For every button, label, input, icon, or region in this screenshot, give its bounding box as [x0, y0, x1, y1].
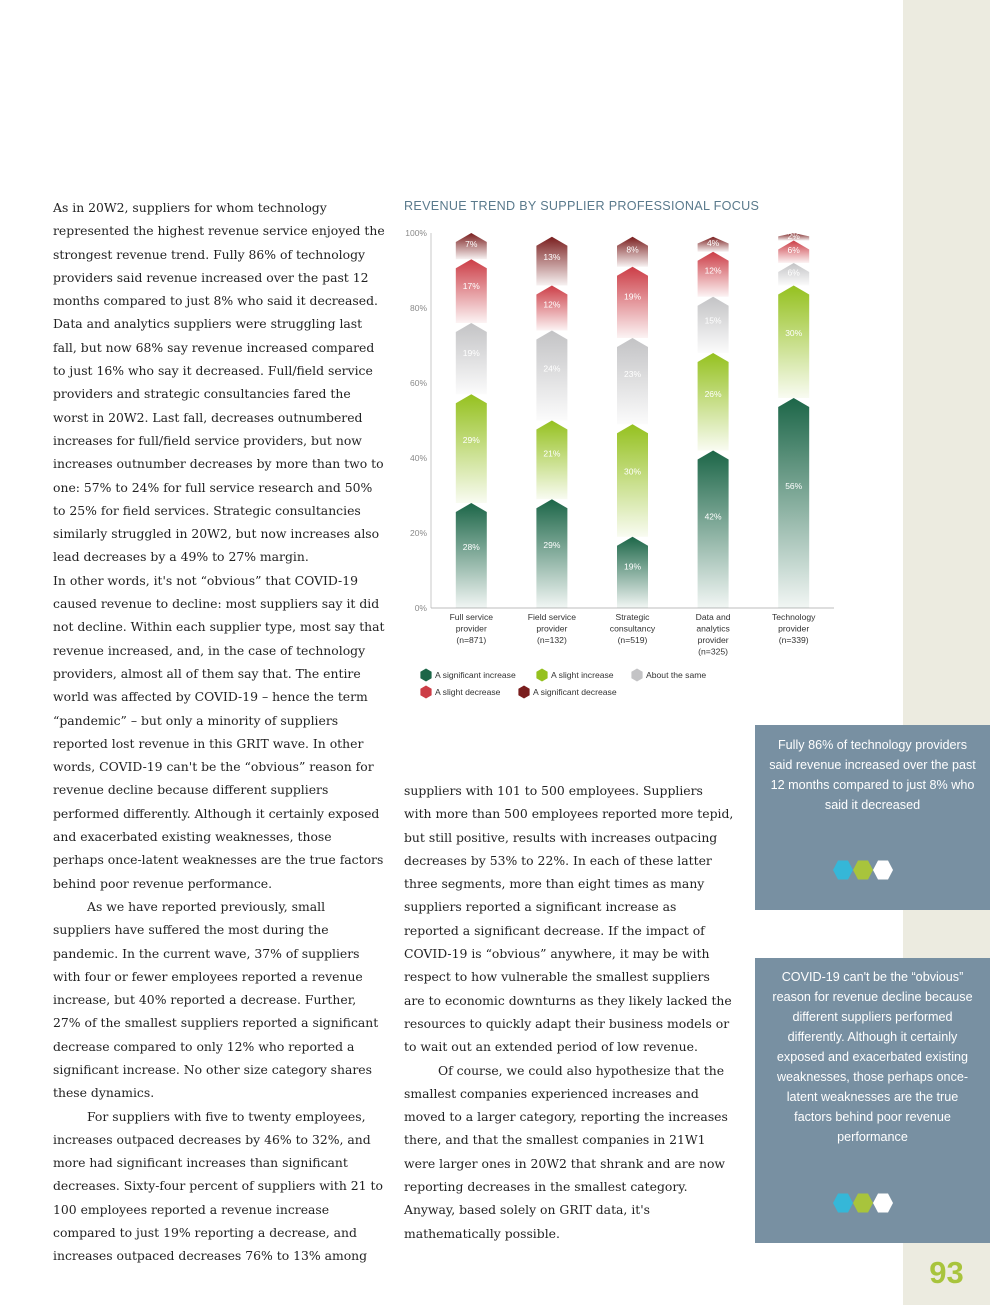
- legend-label: A slight decrease: [435, 687, 501, 697]
- bar-segment: [698, 451, 729, 609]
- article-mid-column: [404, 779, 734, 1245]
- bar-segment: [778, 286, 809, 399]
- bar-segment: [456, 503, 487, 608]
- page-number: 93: [929, 1255, 964, 1290]
- data-label: 29%: [462, 434, 480, 445]
- bar-segment: [456, 394, 487, 503]
- callout-text: Fully 86% of technology providers said revenue increased over the past 12 months compared to just 8% who said it decreased: [769, 738, 976, 812]
- data-label: 26%: [704, 388, 722, 399]
- data-label: 8%: [626, 244, 639, 255]
- chart-title: REVENUE TREND BY SUPPLIER PROFESSIONAL FOCUS: [404, 199, 760, 213]
- pull-quote-callout: [755, 725, 990, 910]
- bar-segment: [617, 424, 648, 537]
- data-label: 7%: [465, 239, 478, 250]
- data-label: 4%: [706, 238, 720, 249]
- y-tick-label: 0%: [414, 603, 427, 613]
- bar-segment: [456, 259, 487, 323]
- bar-segment: [617, 537, 648, 608]
- data-label: 24%: [543, 363, 561, 374]
- hexagon-green-icon: [853, 861, 873, 880]
- hexagon-decoration-icon: [832, 858, 896, 882]
- data-label: 2%: [787, 231, 800, 242]
- bar-segment: [536, 331, 567, 421]
- legend-label: About the same: [646, 670, 707, 680]
- x-tick-label: Field service provider (n=132): [527, 612, 577, 645]
- revenue-trend-chart: [396, 222, 836, 710]
- data-label: 19%: [462, 347, 480, 358]
- x-tick-label: Technology provider (n=339): [771, 612, 816, 645]
- hexagon-green-icon: [853, 1194, 873, 1213]
- data-label: 19%: [623, 291, 642, 302]
- data-label: 42%: [704, 511, 722, 522]
- y-tick-label: 60%: [409, 378, 427, 388]
- x-tick-label: Strategic consultancy (n=519): [609, 612, 656, 645]
- paragraph: In other words, it's not “obvious” that COVID-19 caused revenue to decline: most suppliers say it did not decline. Within each supplier type, most say that revenue increased, and, in the case of technology providers, almost all of them say that. The entire world was affected by COVID-19 – hence the term “pandemic” – but only a minority of suppliers reported lost revenue in this GRIT wave. In other words, COVID-19 can't be the “obvious” reason for revenue decline because different suppliers performed differently. Although it certainly exposed and exacerbated existing weaknesses, those perhaps once-latent weaknesses are the true factors behind poor revenue performance.: [53, 572, 385, 891]
- data-label: 21%: [543, 448, 561, 459]
- data-label: 30%: [785, 327, 803, 338]
- paragraph: As we have reported previously, small suppliers have suffered the most during the pandemic. In the current wave, 37% of suppliers with four or fewer employees reported a revenue increase, but 40% reported a decrease. Further, 27% of the smallest suppliers reported a significant decrease compared to only 12% who reported a significant increase. No other size category shares these dynamics.: [53, 898, 379, 1101]
- bar-segment: [536, 421, 567, 500]
- legend-label: A significant decrease: [533, 687, 617, 697]
- y-tick-label: 20%: [409, 528, 427, 538]
- data-label: 28%: [462, 542, 480, 553]
- bar-segment: [617, 267, 648, 338]
- callout-text: COVID-19 can't be the “obvious” reason for revenue decline because different suppliers performed differently. Although it certainly exposed and exacerbated existing weaknesses, those perhaps once-latent weaknesses are the true factors behind poor revenue performance: [772, 970, 973, 1144]
- legend-label: A significant increase: [435, 670, 516, 680]
- data-label: 6%: [787, 267, 800, 278]
- data-label: 30%: [623, 466, 642, 477]
- data-label: 23%: [623, 369, 642, 380]
- paragraph: For suppliers with five to twenty employees, increases outpaced decreases by 46% to 32%, and more had significant increases than significant decreases. Sixty-four percent of suppliers with 21 to 100 employees reported a revenue increase compared to just 19% reporting a decrease, and increases outpaced decreases 76% to 13% among: [53, 1108, 383, 1264]
- legend-swatch-icon: [420, 669, 431, 682]
- paragraph: As in 20W2, suppliers for whom technology represented the highest revenue service enjoyed the strongest revenue trend. Fully 86% of technology providers said revenue increased over the past 12 months compared to just 8% who said it decreased. Data and analytics suppliers were struggling last fall, but now 68% say revenue increased compared to just 16% who say it decreased. Full/field service providers and strategic consultancies fared the worst in 20W2. Last fall, decreases outnumbered increases for full/field service providers, but now increases outnumber decreases by more than two to one: 57% to 24% for full service research and 50% to 25% for field services. Strategic consultancies similarly struggled in 20W2, but now increases also lead decreases by a 49% to 27% margin.: [53, 200, 385, 565]
- y-tick-label: 80%: [409, 303, 427, 313]
- legend-swatch-icon: [536, 669, 547, 682]
- hexagon-blue-icon: [833, 861, 853, 880]
- legend-label: A slight increase: [551, 670, 614, 680]
- data-label: 6%: [787, 244, 800, 255]
- data-label: 15%: [704, 315, 722, 326]
- paragraph: suppliers with 101 to 500 employees. Suppliers with more than 500 employees reported more tepid, but still positive, results with increases outpacing decreases by 53% to 22%. In each of these latter three segments, more than eight times as many suppliers reported a significant increase as reported a significant decrease. If the impact of COVID-19 is “obvious” anywhere, it may be with respect to how vulnerable the smallest suppliers are to economic downturns as they likely lacked the resources to quickly adapt their business models or to wait out an extended period of low revenue.: [404, 783, 734, 1055]
- data-label: 19%: [623, 561, 642, 572]
- article-left-column: [53, 196, 385, 1268]
- data-label: 29%: [543, 539, 561, 550]
- legend-swatch-icon: [631, 669, 642, 682]
- y-tick-label: 100%: [405, 228, 427, 238]
- data-label: 12%: [543, 299, 561, 310]
- x-tick-label: Data and analytics provider (n=325): [695, 612, 731, 657]
- bar-segment: [698, 353, 729, 451]
- hexagon-decoration-icon: [832, 1191, 896, 1215]
- bar-segment: [617, 338, 648, 424]
- hexagon-white-icon: [873, 1194, 893, 1213]
- bar-segment: [778, 398, 809, 608]
- bar-segment: [536, 499, 567, 608]
- paragraph: Of course, we could also hypothesize that the smallest companies experienced increases and moved to a larger category, reporting the increases there, and that the smallest companies in 21W1 were larger ones in 20W2 that shrank and are now reporting decreases in the smallest category. Anyway, based solely on GRIT data, it's mathematically possible.: [404, 1062, 728, 1241]
- data-label: 12%: [704, 265, 722, 276]
- x-tick-label: Full service provider (n=871): [449, 612, 494, 645]
- data-label: 13%: [543, 252, 561, 263]
- y-tick-label: 40%: [409, 453, 427, 463]
- bar-segment: [456, 323, 487, 394]
- hexagon-white-icon: [873, 861, 893, 880]
- data-label: 56%: [785, 481, 803, 492]
- data-label: 17%: [462, 281, 480, 292]
- legend-swatch-icon: [518, 686, 529, 699]
- hexagon-blue-icon: [833, 1194, 853, 1213]
- legend-swatch-icon: [420, 686, 431, 699]
